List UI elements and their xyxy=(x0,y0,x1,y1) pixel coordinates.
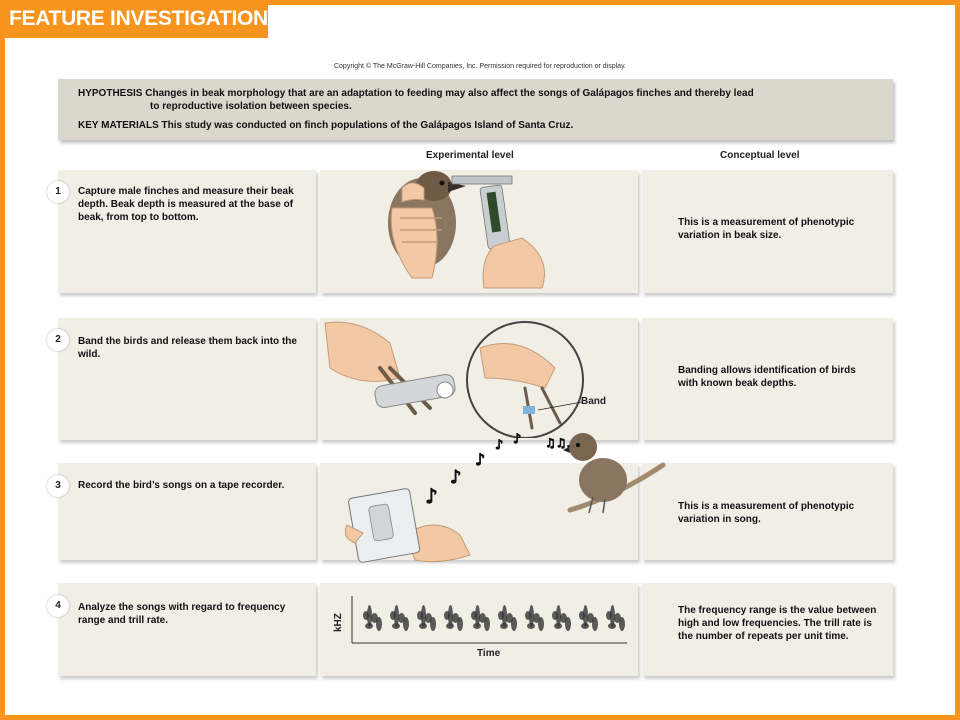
svg-text:♫♫.: ♫♫. xyxy=(545,436,571,450)
banding-illustration xyxy=(320,318,610,438)
hypothesis-box xyxy=(58,79,893,140)
sonogram-syllable xyxy=(363,605,382,631)
svg-text:♪: ♪ xyxy=(495,438,504,453)
sonogram-syllable xyxy=(444,605,463,631)
sonogram-syllable xyxy=(525,605,544,631)
step-3-number: 3 xyxy=(47,475,69,497)
bird-on-branch-icon xyxy=(563,433,663,513)
music-notes-icon xyxy=(393,432,570,523)
band-label: Band xyxy=(581,396,606,407)
key-materials: KEY MATERIALS This study was conducted on finch populations of the Galápagos Island of Santa Cruz. xyxy=(78,120,574,131)
step-4-concept: The frequency range is the value between high and low frequencies. The trill rate is the number of repeats per unit time. xyxy=(678,605,877,642)
step-2-concept: Banding allows identification of birds with known beak depths. xyxy=(678,365,856,389)
calipers-icon xyxy=(452,176,545,288)
step-3-text: Record the bird’s songs on a tape recorder. xyxy=(78,480,285,491)
step-4-description-panel xyxy=(58,583,316,676)
step-4-number: 4 xyxy=(47,595,69,617)
tape-recorder-icon xyxy=(345,488,470,563)
conceptual-level-heading: Conceptual level xyxy=(720,150,800,161)
step-1-text: Capture male finches and measure their beak depth. Beak depth is measured at the base of beak, from top to bottom. xyxy=(78,186,294,223)
sonogram-syllable xyxy=(471,605,490,631)
song-recording-illustration xyxy=(345,425,670,565)
sonogram-syllable xyxy=(390,605,409,631)
sonogram-syllable xyxy=(579,605,598,631)
step-1-concept: This is a measurement of phenotypic variation in beak size. xyxy=(678,217,855,241)
step-4-text: Analyze the songs with regard to frequency range and trill rate. xyxy=(78,602,286,626)
time-axis-label: Time xyxy=(477,648,501,659)
svg-text:♪: ♪ xyxy=(475,450,486,469)
copyright-notice: Copyright © The McGraw-Hill Companies, Inc. Permission required for reproduction or display. xyxy=(333,63,626,70)
svg-text:♪: ♪ xyxy=(450,467,462,488)
sonogram-syllable xyxy=(552,605,571,631)
finch-measurement-illustration xyxy=(372,168,572,293)
step-2-number: 2 xyxy=(47,329,69,351)
sonogram-syllable xyxy=(606,605,625,631)
step-2-text: Band the birds and release them back into the wild. xyxy=(78,336,297,360)
step-1-number: 1 xyxy=(47,181,69,203)
hypothesis-line-1: HYPOTHESIS Changes in beak morphology that are an adaptation to feeding may also affect the songs of Galápagos finches and thereby lead xyxy=(78,88,754,99)
step-3-concept: This is a measurement of phenotypic variation in song. xyxy=(678,501,855,525)
page-title: FEATURE INVESTIGATION xyxy=(0,0,268,38)
experimental-level-heading: Experimental level xyxy=(426,150,514,161)
step-3-description-panel xyxy=(58,463,316,560)
hypothesis-line-2: to reproductive isolation between species. xyxy=(150,101,352,112)
svg-text:♪: ♪ xyxy=(513,432,522,447)
sonogram-syllable xyxy=(417,605,436,631)
magnified-leg-icon xyxy=(467,322,583,438)
sonogram-syllable xyxy=(498,605,517,631)
finch-in-hand-icon xyxy=(388,171,466,278)
svg-text:♪: ♪ xyxy=(425,484,438,508)
khz-axis-label: kHZ xyxy=(333,613,344,632)
